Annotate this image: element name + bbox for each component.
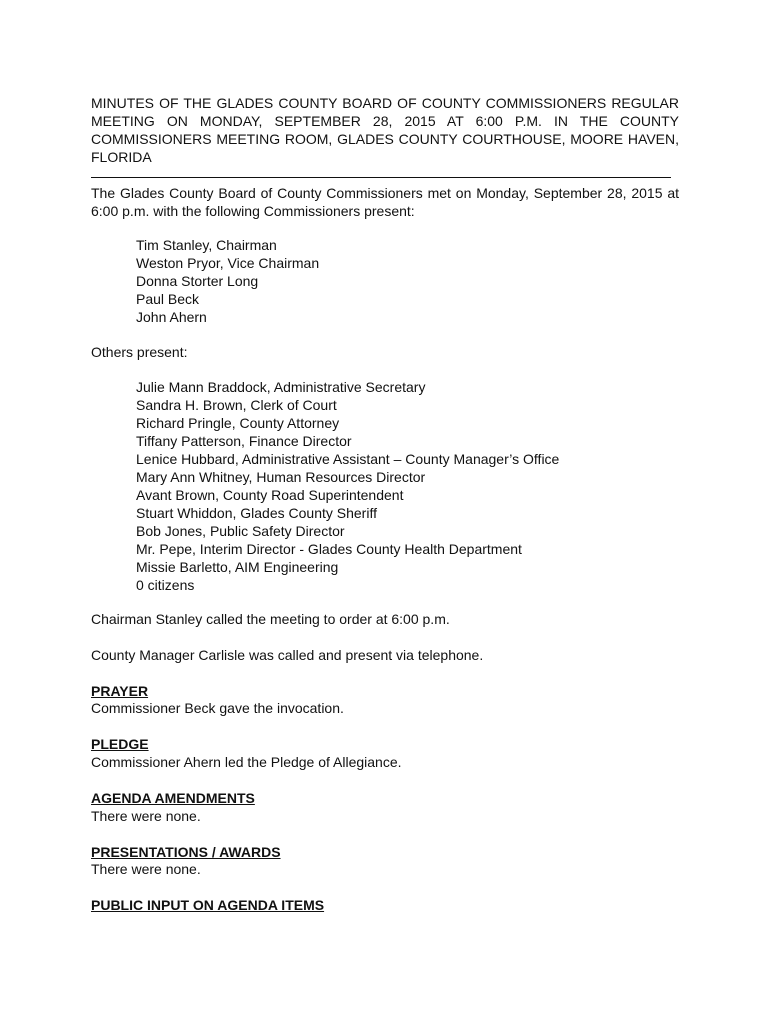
presentations-heading: PRESENTATIONS / AWARDS	[91, 844, 281, 860]
commissioners-list	[136, 236, 319, 326]
list-item: Bob Jones, Public Safety Director	[136, 523, 345, 539]
title-divider	[91, 177, 671, 178]
document-title: MINUTES OF THE GLADES COUNTY BOARD OF COUNTY COMMISSIONERS REGULAR MEETING ON MONDAY, SEPTEMBER 28, 2015 AT 6:00 P.M. IN THE COUNTY COMMISSIONERS MEETING ROOM, GLADES COUNTY COURTHOUSE, MOORE HAVEN, FLORIDA	[91, 95, 679, 165]
list-item: Weston Pryor, Vice Chairman	[136, 255, 320, 271]
list-item: Richard Pringle, County Attorney	[136, 415, 340, 431]
list-item: Missie Barletto, AIM Engineering	[136, 559, 339, 575]
list-item: Avant Brown, County Road Superintendent	[136, 487, 404, 503]
agenda-amendments-text: There were none.	[91, 808, 201, 824]
list-item: 0 citizens	[136, 577, 195, 593]
list-item: Tim Stanley, Chairman	[136, 237, 277, 253]
list-item: Sandra H. Brown, Clerk of Court	[136, 397, 337, 413]
others-list	[136, 378, 559, 594]
pledge-text: Commissioner Ahern led the Pledge of Allegiance.	[91, 754, 402, 770]
list-item: Stuart Whiddon, Glades County Sheriff	[136, 505, 377, 521]
manager-note-text: County Manager Carlisle was called and present via telephone.	[91, 647, 484, 663]
agenda-amendments-heading: AGENDA AMENDMENTS	[91, 790, 255, 806]
intro-paragraph: The Glades County Board of County Commissioners met on Monday, September 28, 2015 at 6:00 p.m. with the following Commissioners present:	[91, 185, 679, 219]
list-item: Julie Mann Braddock, Administrative Secretary	[136, 379, 426, 395]
list-item: Tiffany Patterson, Finance Director	[136, 433, 352, 449]
list-item: Mr. Pepe, Interim Director - Glades County Health Department	[136, 541, 522, 557]
public-input-heading: PUBLIC INPUT ON AGENDA ITEMS	[91, 897, 325, 913]
presentations-text: There were none.	[91, 861, 201, 877]
list-item: Paul Beck	[136, 291, 200, 307]
list-item: Donna Storter Long	[136, 273, 259, 289]
list-item: Mary Ann Whitney, Human Resources Director	[136, 469, 426, 485]
prayer-heading: PRAYER	[91, 683, 149, 699]
others-label: Others present:	[91, 344, 188, 360]
list-item: Lenice Hubbard, Administrative Assistant – County Manager’s Office	[136, 451, 560, 467]
list-item: John Ahern	[136, 309, 207, 325]
prayer-text: Commissioner Beck gave the invocation.	[91, 700, 344, 716]
call-to-order-text: Chairman Stanley called the meeting to order at 6:00 p.m.	[91, 611, 450, 627]
pledge-heading: PLEDGE	[91, 736, 149, 752]
